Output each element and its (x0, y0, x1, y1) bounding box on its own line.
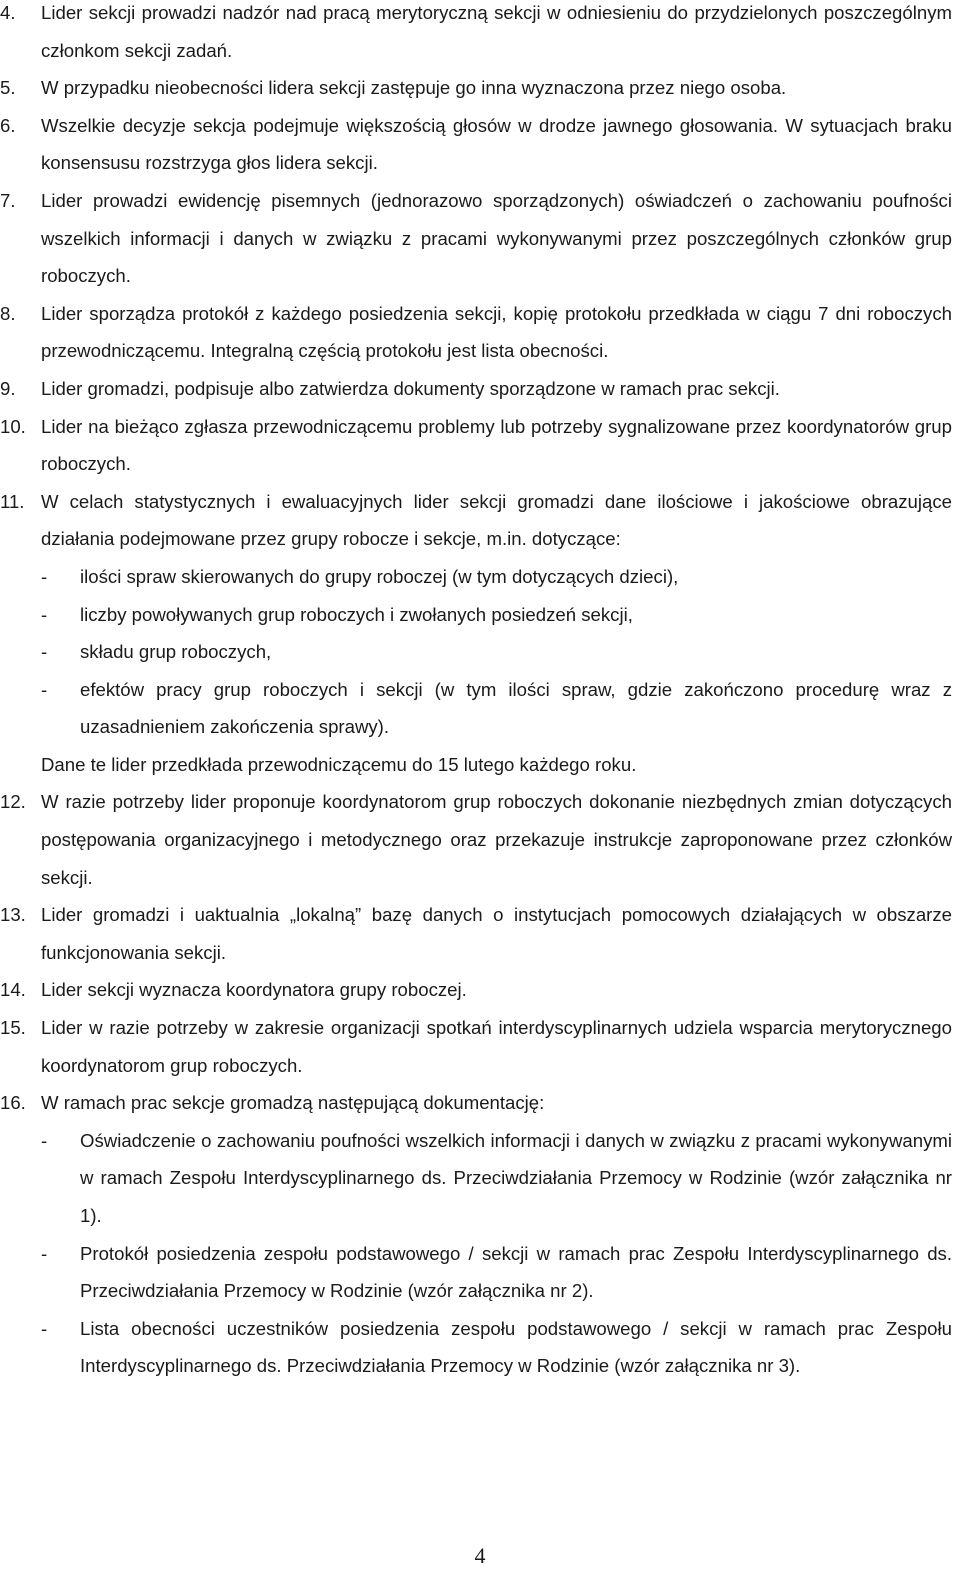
item-number: 11. (0, 490, 25, 512)
item-number: 9. (0, 377, 16, 399)
list-item (0, 1009, 952, 1084)
list-item (0, 0, 952, 69)
list-item (0, 69, 952, 107)
item-number: 14. (0, 979, 26, 1001)
list-item (0, 483, 952, 784)
item-text: Lider na bieżąco zgłasza przewodniczącemu problemy lub potrzeby sygnalizowane przez koordynatorów grup roboczych. (41, 415, 952, 475)
bullet-text: efektów pracy grup roboczych i sekcji (w tym ilości spraw, gdzie zakończono procedurę wraz z uzasadnieniem zakończenia sprawy). (80, 678, 952, 738)
bullet-item (41, 671, 952, 746)
bullet-text: Protokół posiedzenia zespołu podstawowego / sekcji w ramach prac Zespołu Interdyscyplinarnego ds. Przeciwdziałania Przemocy w Rodzinie (wzór załącznika nr 2). (80, 1242, 952, 1302)
list-item (0, 896, 952, 971)
bullet-dash: - (41, 603, 48, 625)
bullet-list (41, 1122, 952, 1385)
bullet-item (41, 1235, 952, 1310)
bullet-dash: - (41, 641, 48, 663)
item-text: Lider sekcji wyznacza koordynatora grupy roboczej. (41, 979, 467, 1001)
item-number: 16. (0, 1092, 26, 1114)
item-text: Wszelkie decyzje sekcja podejmuje większością głosów w drodze jawnego głosowania. W sytuacjach braku konsensusu rozstrzyga głos lidera sekcji. (41, 114, 952, 174)
item-text: W przypadku nieobecności lidera sekcji zastępuje go inna wyznaczona przez niego osoba. (41, 77, 787, 99)
list-item (0, 1084, 952, 1385)
item-number: 15. (0, 1017, 26, 1039)
item-number: 12. (0, 791, 26, 813)
bullet-item (41, 558, 952, 596)
item-number: 7. (0, 189, 16, 211)
bullet-text: składu grup roboczych, (80, 641, 272, 663)
item-number: 13. (0, 904, 26, 926)
bullet-dash: - (41, 678, 48, 700)
list-item (0, 295, 952, 370)
page-number: 4 (474, 1543, 486, 1568)
list-item (0, 971, 952, 1009)
bullet-item (41, 1310, 952, 1385)
item-number: 10. (0, 415, 26, 437)
item-text: Lider prowadzi ewidencję pisemnych (jednorazowo sporządzonych) oświadczeń o zachowaniu poufności wszelkich informacji i danych w związku z pracami wykonywanymi przez poszczególnych członków grup roboczych. (41, 189, 952, 287)
bullet-text: liczby powoływanych grup roboczych i zwołanych posiedzeń sekcji, (80, 603, 633, 625)
list-item (0, 408, 952, 483)
bullet-list (41, 558, 952, 746)
item-text: Lider gromadzi, podpisuje albo zatwierdza dokumenty sporządzone w ramach prac sekcji. (41, 377, 780, 399)
item-text: Lider w razie potrzeby w zakresie organizacji spotkań interdyscyplinarnych udziela wsparcia merytorycznego koordynatorom grup roboczych. (41, 1017, 952, 1076)
item-text: Lider sporządza protokół z każdego posiedzenia sekcji, kopię protokołu przedkłada w ciągu 7 dni roboczych przewodniczącemu. Integralną częścią protokołu jest lista obecności. (41, 302, 952, 362)
bullet-text: ilości spraw skierowanych do grupy roboczej (w tym dotyczących dzieci), (80, 565, 679, 587)
list-item (0, 783, 952, 896)
bullet-text: Lista obecności uczestników posiedzenia zespołu podstawowego / sekcji w ramach prac Zespołu Interdyscyplinarnego ds. Przeciwdziałania Przemocy w Rodzinie (wzór załącznika nr 3). (80, 1317, 952, 1377)
item-text: W ramach prac sekcje gromadzą następującą dokumentację: (41, 1092, 545, 1114)
item-number: 4. (0, 2, 16, 23)
item-text: Lider sekcji prowadzi nadzór nad pracą merytoryczną sekcji w odniesieniu do przydzielonych poszczególnym członkom sekcji zadań. (41, 2, 952, 61)
item-text: W celach statystycznych i ewaluacyjnych lider sekcji gromadzi dane ilościowe i jakościowe obrazujące działania podejmowane przez grupy robocze i sekcje, m.in. dotyczące: (41, 490, 952, 550)
bullet-dash: - (41, 1129, 48, 1151)
list-item (0, 182, 952, 295)
bullet-text: Oświadczenie o zachowaniu poufności wszelkich informacji i danych w związku z pracami wykonywanymi w ramach Zespołu Interdyscyplinarnego ds. Przeciwdziałania Przemocy w Rodzinie (wzór załącznika nr 1). (80, 1129, 952, 1226)
item-text: W razie potrzeby lider proponuje koordynatorom grup roboczych dokonanie niezbędnych zmian dotyczących postępowania organizacyjnego i metodycznego oraz przekazuje instrukcje zaproponowane przez członków sekcji. (41, 791, 952, 888)
bullet-dash: - (41, 1317, 48, 1339)
item-number: 6. (0, 114, 16, 136)
item-number: 8. (0, 302, 16, 324)
item-number: 5. (0, 77, 16, 99)
list-item (0, 370, 952, 408)
item-closing-text: Dane te lider przedkłada przewodniczącemu do 15 lutego każdego roku. (41, 753, 637, 775)
bullet-dash: - (41, 565, 48, 587)
bullet-dash: - (41, 1242, 48, 1264)
bullet-item (41, 1122, 952, 1235)
bullet-item (41, 633, 952, 671)
item-text: Lider gromadzi i uaktualnia „lokalną” bazę danych o instytucjach pomocowych działających w obszarze funkcjonowania sekcji. (41, 904, 952, 963)
list-item (0, 107, 952, 182)
bullet-item (41, 596, 952, 634)
